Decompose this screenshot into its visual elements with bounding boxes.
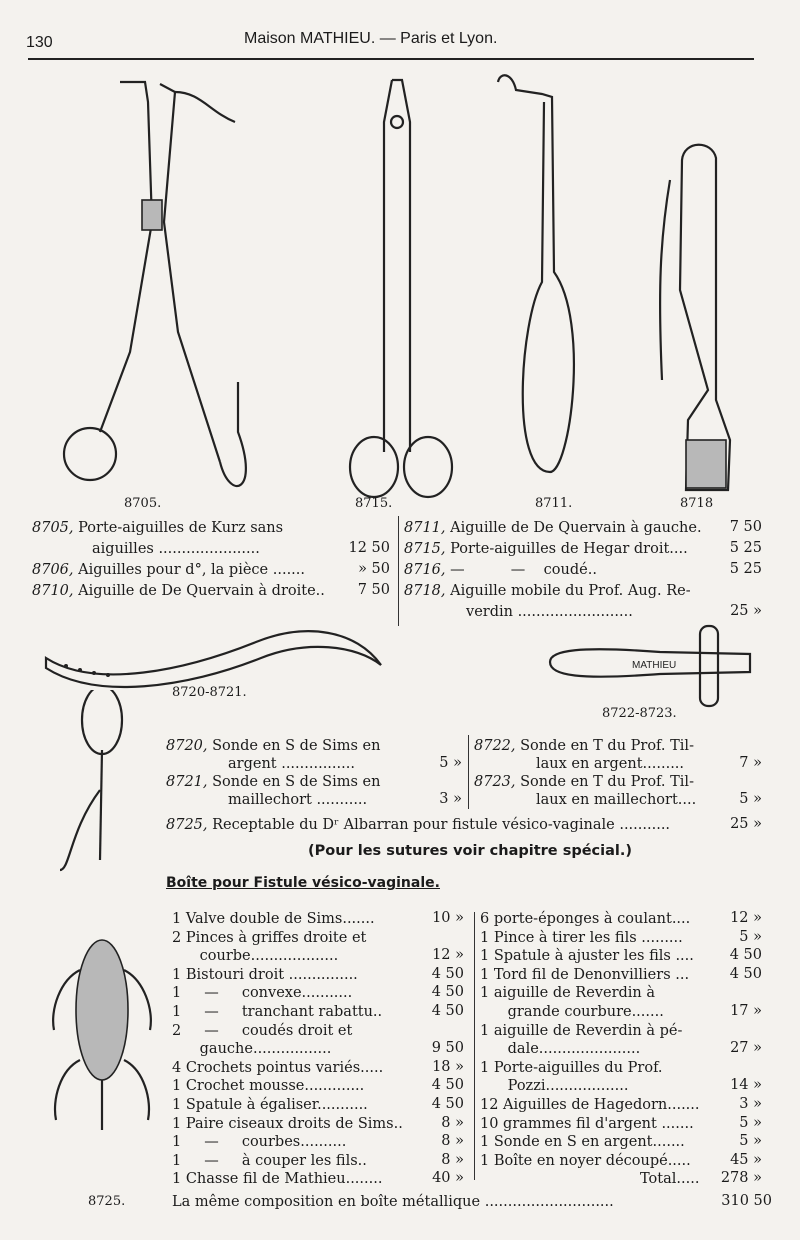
box-item: 1 Valve double de Sims....... bbox=[172, 911, 375, 927]
box-item: 4 Crochets pointus variés..... bbox=[172, 1059, 384, 1076]
entry-number: 8725, bbox=[166, 817, 208, 833]
box-item-price: 12 » bbox=[432, 947, 464, 964]
box-item: 1 Crochet mousse............. bbox=[172, 1078, 365, 1095]
box-item-price: 4 50 bbox=[431, 1077, 464, 1094]
box-item-price: 9 50 bbox=[431, 1040, 464, 1057]
kurz-needle-holder-illustration bbox=[60, 72, 260, 492]
box-item: 10 grammes fil d'argent ....... bbox=[480, 1115, 694, 1132]
box-item: 6 porte-éponges à coulant.... bbox=[480, 911, 691, 927]
figure-label-8722: 8722-8723. bbox=[602, 706, 677, 721]
entry-number: 8705, bbox=[32, 520, 74, 536]
entry-8721-price: 3 » bbox=[439, 791, 462, 807]
box-title: Boîte pour Fistule vésico-vaginale. bbox=[166, 875, 440, 891]
box-item: 1 Paire ciseaux droits de Sims.. bbox=[172, 1115, 403, 1132]
entry-8711 bbox=[404, 519, 702, 537]
entry-8715-price: 5 25 bbox=[729, 540, 762, 556]
entry-8720 bbox=[166, 737, 380, 755]
entry-8710-price: 7 50 bbox=[357, 582, 390, 598]
box-item: 1 Sonde en S en argent....... bbox=[480, 1134, 685, 1151]
box-item-price: 4 50 bbox=[431, 984, 464, 1001]
box-item: 1 Pince à tirer les fils ......... bbox=[480, 929, 683, 946]
total-label: Total..... bbox=[640, 1171, 700, 1187]
entry-number: 8722, bbox=[474, 738, 516, 754]
entry-8705-cont: aiguilles ...................... bbox=[92, 541, 260, 557]
box-divider bbox=[474, 912, 475, 1180]
box-item: 1 — courbes.......... bbox=[172, 1134, 347, 1151]
entry-number: 8721, bbox=[166, 774, 208, 790]
entry-8721 bbox=[166, 773, 380, 791]
box-item-price: 4 50 bbox=[729, 965, 762, 982]
page-title: Maison MATHIEU. — Paris et Lyon. bbox=[244, 30, 498, 47]
sims-sound-illustration bbox=[36, 620, 396, 690]
box-item: 1 — à couper les fils.. bbox=[172, 1152, 367, 1169]
entry-8718-price: 25 » bbox=[730, 603, 762, 619]
entry-number: 8706, bbox=[32, 562, 74, 578]
box-item-price: 17 » bbox=[730, 1003, 762, 1019]
entry-8725-price: 25 » bbox=[730, 816, 762, 832]
box-item: 1 Spatule à ajuster les fils .... bbox=[480, 948, 694, 965]
entry-text: Porte-aiguilles de Kurz sans bbox=[78, 520, 284, 536]
column-divider-mid bbox=[468, 735, 469, 809]
box-item-price: 5 » bbox=[739, 1133, 762, 1150]
entry-8718 bbox=[404, 582, 691, 600]
box-item-price: 8 » bbox=[441, 1114, 464, 1131]
figure-label-8725: 8725. bbox=[88, 1194, 126, 1209]
box-item-price: 14 » bbox=[730, 1077, 762, 1094]
box-item: 1 Chasse fil de Mathieu........ bbox=[172, 1171, 383, 1188]
quervain-needle-illustration bbox=[490, 72, 610, 502]
entry-text: Porte-aiguilles de Hegar droit.... bbox=[450, 541, 688, 557]
entry-8716-price: 5 25 bbox=[729, 561, 762, 577]
entry-text: Aiguille de De Quervain à gauche. bbox=[450, 520, 702, 536]
box-item: grande courbure....... bbox=[480, 1004, 664, 1020]
entry-number: 8715, bbox=[404, 541, 446, 557]
entry-8721-cont: maillechort ........... bbox=[228, 792, 368, 808]
entry-8722 bbox=[474, 737, 694, 755]
figure-label-8718: 8718 bbox=[680, 496, 714, 511]
box-item-price: 40 » bbox=[432, 1170, 464, 1187]
entry-8723 bbox=[474, 773, 694, 791]
box-item-price: 10 » bbox=[432, 910, 464, 926]
entry-8705-price: 12 50 bbox=[348, 540, 390, 556]
entry-8722-price: 7 » bbox=[739, 755, 762, 771]
page-number: 130 bbox=[26, 34, 53, 51]
entry-8723-cont: laux en maillechort.... bbox=[536, 792, 697, 808]
entry-8720-cont: argent ................ bbox=[228, 756, 355, 772]
header-rule bbox=[28, 58, 754, 60]
entry-number: 8711, bbox=[404, 520, 446, 536]
albarran-receptacle-illustration bbox=[40, 690, 170, 1170]
entry-8710 bbox=[32, 582, 325, 600]
figure-label-8711: 8711. bbox=[535, 496, 573, 511]
total-price: 278 » bbox=[720, 1170, 762, 1186]
box-item-price: 12 » bbox=[730, 910, 762, 926]
entry-number: 8710, bbox=[32, 583, 74, 599]
box-item-price: 5 » bbox=[739, 928, 762, 945]
entry-8706-price: » 50 bbox=[358, 561, 390, 577]
box-item: 2 Pinces à griffes droite et bbox=[172, 929, 367, 946]
entry-text: — — coudé.. bbox=[450, 562, 597, 578]
entry-number: 8718, bbox=[404, 583, 446, 599]
entry-8725 bbox=[166, 816, 670, 834]
box-item-price: 4 50 bbox=[431, 1003, 464, 1019]
box-item: 1 Porte-aiguilles du Prof. bbox=[480, 1059, 663, 1076]
column-divider-top bbox=[398, 516, 399, 626]
entry-8715 bbox=[404, 540, 688, 558]
figure-label-8715: 8715. bbox=[355, 496, 393, 511]
entry-8711-price: 7 50 bbox=[729, 519, 762, 535]
entry-number: 8716, bbox=[404, 562, 446, 578]
entry-text: Sonde en T du Prof. Til- bbox=[520, 738, 694, 754]
tillaux-t-sound-illustration bbox=[540, 622, 760, 712]
box-item: 1 Tord fil de Denonvilliers ... bbox=[480, 966, 690, 983]
entry-text: Receptable du Dʳ Albarran pour fistule vésico-vaginale ........... bbox=[212, 817, 671, 833]
box-item-price: 5 » bbox=[739, 1114, 762, 1131]
box-item: 1 Spatule à égaliser........... bbox=[172, 1097, 368, 1113]
box-item-price: 3 » bbox=[739, 1096, 762, 1112]
entry-text: Sonde en T du Prof. Til- bbox=[520, 774, 694, 790]
entry-8705 bbox=[32, 519, 283, 537]
entry-number: 8720, bbox=[166, 738, 208, 754]
box-item-price: 27 » bbox=[730, 1040, 762, 1057]
entry-8716 bbox=[404, 561, 597, 579]
entry-8718-cont: verdin ......................... bbox=[466, 604, 633, 620]
entry-text: Aiguille de De Quervain à droite.. bbox=[78, 583, 325, 599]
box-item-price: 8 » bbox=[441, 1133, 464, 1150]
box-item-price: 18 » bbox=[432, 1058, 464, 1075]
box-item: 1 Bistouri droit ............... bbox=[172, 966, 358, 983]
entry-text: Aiguille mobile du Prof. Aug. Re- bbox=[450, 583, 691, 599]
hegar-needle-holder-illustration bbox=[340, 72, 480, 502]
entry-text: Aiguilles pour d°, la pièce ....... bbox=[78, 562, 306, 578]
box-item-price: 8 » bbox=[441, 1151, 464, 1168]
box-item: 1 aiguille de Reverdin à pé- bbox=[480, 1022, 683, 1039]
footer-price: 310 50 bbox=[721, 1193, 772, 1209]
box-item: 1 — tranchant rabattu.. bbox=[172, 1004, 383, 1020]
figure-label-8705: 8705. bbox=[124, 496, 162, 511]
entry-8722-cont: laux en argent......... bbox=[536, 756, 685, 772]
box-item-price: 4 50 bbox=[431, 1096, 464, 1112]
box-item: 12 Aiguilles de Hagedorn....... bbox=[480, 1097, 700, 1113]
box-item: dale...................... bbox=[480, 1041, 641, 1058]
box-item: 1 aiguille de Reverdin à bbox=[480, 985, 656, 1002]
box-item: 1 Boîte en noyer découpé..... bbox=[480, 1152, 691, 1169]
sutures-note: (Pour les sutures voir chapitre spécial.) bbox=[308, 843, 632, 859]
figure-label-8720: 8720-8721. bbox=[172, 685, 247, 700]
box-item: 1 — convexe........... bbox=[172, 985, 353, 1002]
box-item: gauche................. bbox=[172, 1041, 332, 1058]
box-item: courbe................... bbox=[172, 948, 339, 965]
entry-8723-price: 5 » bbox=[739, 791, 762, 807]
entry-text: Sonde en S de Sims en bbox=[212, 774, 381, 790]
entry-8720-price: 5 » bbox=[439, 755, 462, 771]
footer-line: La même composition en boîte métallique ............................ bbox=[172, 1194, 614, 1210]
box-item-price: 4 50 bbox=[729, 947, 762, 964]
box-item-price: 4 50 bbox=[431, 965, 464, 982]
box-item: 2 — coudés droit et bbox=[172, 1022, 353, 1039]
entry-text: Sonde en S de Sims en bbox=[212, 738, 381, 754]
stamp-text: MATHIEU bbox=[632, 660, 677, 671]
box-item: Pozzi.................. bbox=[480, 1078, 629, 1095]
box-item-price: 45 » bbox=[730, 1151, 762, 1168]
entry-number: 8723, bbox=[474, 774, 516, 790]
entry-8706 bbox=[32, 561, 305, 579]
reverdin-needle-illustration bbox=[650, 140, 740, 500]
